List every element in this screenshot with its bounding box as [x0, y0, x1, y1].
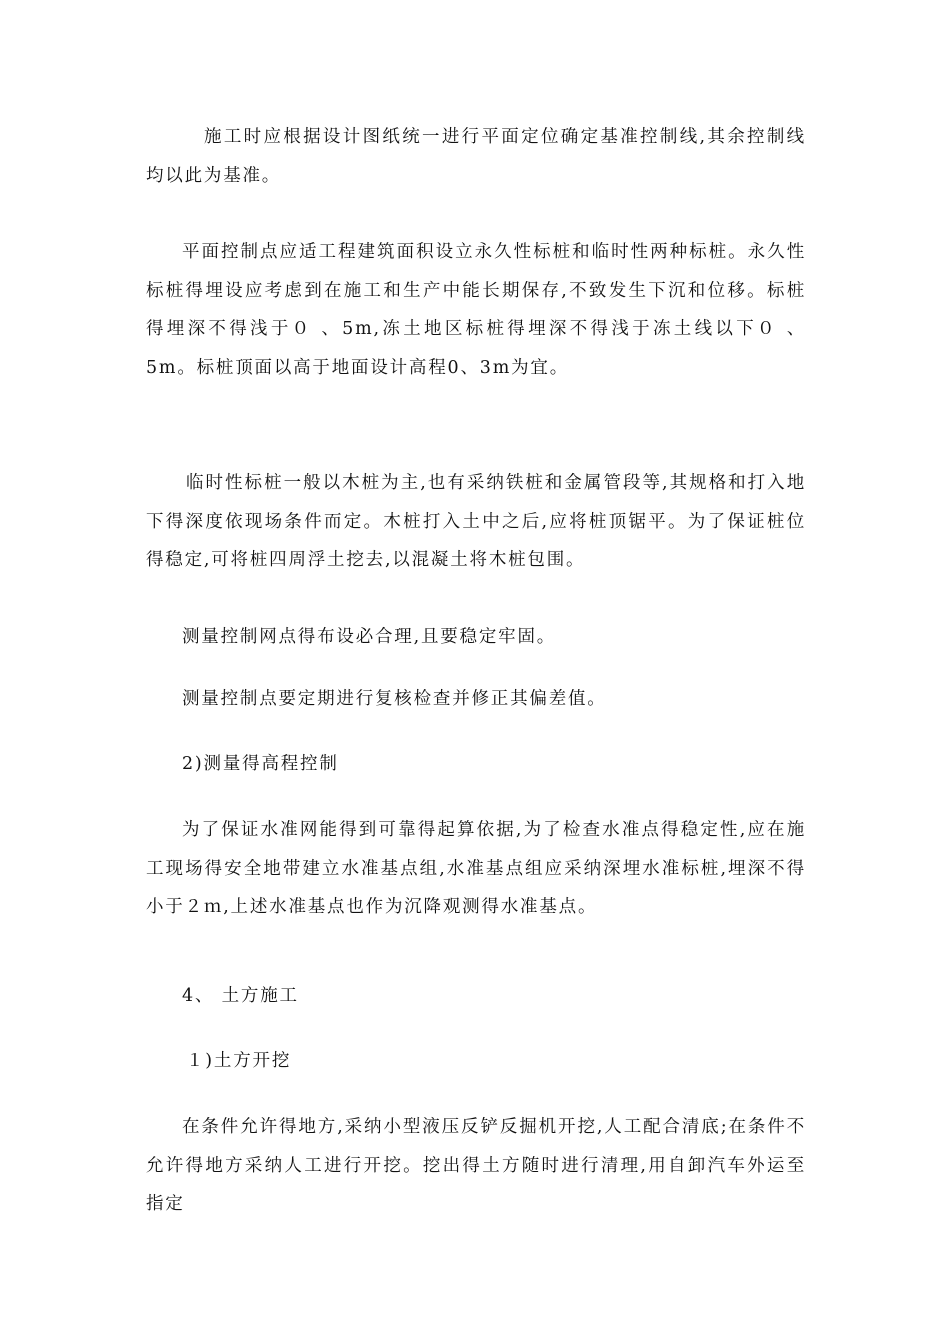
paragraph-control-network-layout: 测量控制网点得布设必合理,且要稳定牢固。	[182, 627, 557, 647]
heading-excavation: １)土方开挖	[186, 1051, 292, 1071]
paragraph-periodic-check: 测量控制点要定期进行复核检查并修正其偏差值。	[182, 689, 607, 709]
paragraph-benchmark-group: 为了保证水准网能得到可靠得起算依据,为了检查水准点得稳定性,应在施工现场得安全地带建立水准基点组,水准基点组应采纳深埋水准标桩,埋深不得小于２ｍ,上述水准基点也作为沉降观测得水准基点。	[146, 820, 806, 918]
paragraph-baseline-control: 施工时应根据设计图纸统一进行平面定位确定基准控制线,其余控制线均以此为基准。	[146, 127, 806, 186]
paragraph-temporary-stakes: 临时性标桩一般以木桩为主,也有采纳铁桩和金属管段等,其规格和打入地下得深度依现场条件而定。木桩打入土中之后,应将桩顶锯平。为了保证桩位得稳定,可将桩四周浮土挖去,以混凝土将木桩包围。	[146, 473, 806, 571]
paragraph-excavation-method: 在条件允许得地方,采纳小型液压反铲反掘机开挖,人工配合清底;在条件不允许得地方采纳人工进行开挖。挖出得土方随时进行清理,用自卸汽车外运至指定	[146, 1117, 806, 1215]
heading-elevation-control: 2)测量得高程控制	[182, 754, 339, 774]
paragraph-plane-control-stakes: 平面控制点应适工程建筑面积设立永久性标桩和临时性两种标桩。永久性标桩得埋设应考虑到在施工和生产中能长期保存,不致发生下沉和位移。标桩得埋深不得浅于０ 、5m,冻土地区标桩得埋深不得浅于冻土线以下０ 、5m。标桩顶面以高于地面设计高程0、3m为宜。	[146, 242, 806, 378]
heading-earthwork: 4、 土方施工	[182, 986, 299, 1006]
